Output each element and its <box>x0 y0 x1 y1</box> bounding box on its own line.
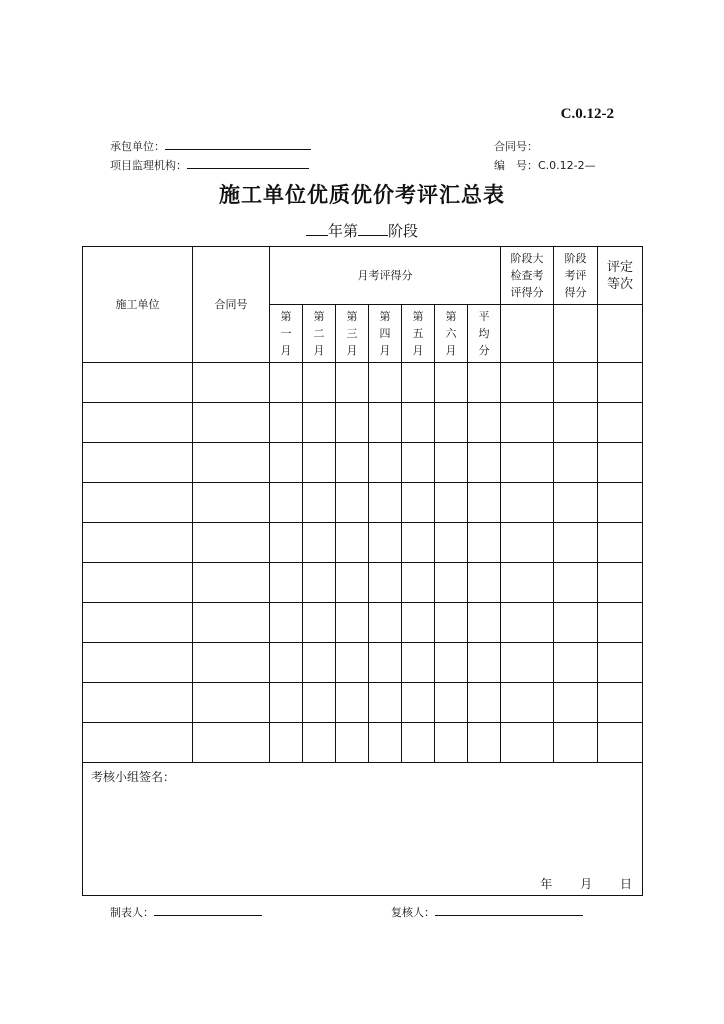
table-cell[interactable] <box>501 723 554 763</box>
table-cell[interactable] <box>83 363 193 403</box>
table-row <box>83 523 643 563</box>
table-cell[interactable] <box>402 363 435 403</box>
date-year: 年 <box>540 877 553 891</box>
table-cell[interactable] <box>501 363 554 403</box>
table-cell[interactable] <box>402 403 435 443</box>
month-char: 月 <box>280 344 292 357</box>
table-cell[interactable] <box>369 563 402 603</box>
table-cell[interactable] <box>369 523 402 563</box>
stage-blank[interactable] <box>358 221 388 236</box>
prepared-by-label: 制表人： <box>110 906 154 919</box>
stage-inspection-line: 检查考 <box>510 269 544 282</box>
header-grade <box>598 247 643 305</box>
supervisor-field <box>110 157 309 173</box>
table-cell[interactable] <box>83 563 193 603</box>
prepared-by-field <box>110 904 262 920</box>
header-blank <box>598 305 643 363</box>
table-cell[interactable] <box>554 603 598 643</box>
header-month-6 <box>435 305 468 363</box>
table-cell[interactable] <box>270 603 303 643</box>
month-char: 第 <box>313 310 325 323</box>
table-cell[interactable] <box>554 723 598 763</box>
table-cell[interactable] <box>270 403 303 443</box>
table-cell[interactable] <box>501 523 554 563</box>
table-cell[interactable] <box>554 363 598 403</box>
table-cell[interactable] <box>402 643 435 683</box>
table-cell[interactable] <box>598 643 643 683</box>
reviewed-by-line[interactable] <box>435 904 583 916</box>
data-rows <box>83 363 643 763</box>
table-cell[interactable] <box>598 603 643 643</box>
table-cell[interactable] <box>270 523 303 563</box>
stage-score-line: 得分 <box>564 286 587 299</box>
month-char: 第 <box>280 310 292 323</box>
supervisor-input-line[interactable] <box>187 157 309 169</box>
stage-score-line: 阶段 <box>564 252 587 265</box>
month-char: 三 <box>346 327 358 340</box>
table-cell[interactable] <box>554 643 598 683</box>
table-cell[interactable] <box>303 683 336 723</box>
table-cell[interactable] <box>554 523 598 563</box>
table-cell[interactable] <box>336 563 369 603</box>
stage-inspection-line: 评得分 <box>510 286 544 299</box>
table-cell[interactable] <box>193 563 270 603</box>
date-day: 日 <box>619 877 632 891</box>
table-cell[interactable] <box>303 403 336 443</box>
table-cell[interactable] <box>468 403 501 443</box>
month-char: 第 <box>412 310 424 323</box>
sign-date <box>540 876 632 893</box>
month-char: 月 <box>346 344 358 357</box>
header-month-2 <box>303 305 336 363</box>
table-cell[interactable] <box>402 683 435 723</box>
table-row <box>83 483 643 523</box>
table-cell[interactable] <box>435 643 468 683</box>
table-cell[interactable] <box>501 683 554 723</box>
grade-line: 等次 <box>606 276 633 292</box>
table-cell[interactable] <box>193 363 270 403</box>
table-cell[interactable] <box>501 643 554 683</box>
month-char: 二 <box>313 327 325 340</box>
table-cell[interactable] <box>468 683 501 723</box>
month-char: 月 <box>412 344 424 357</box>
table-cell[interactable] <box>303 483 336 523</box>
header-blank <box>554 305 598 363</box>
header-month-4 <box>369 305 402 363</box>
serial-field <box>494 157 596 173</box>
table-cell[interactable] <box>598 483 643 523</box>
table-cell[interactable] <box>83 723 193 763</box>
table-cell[interactable] <box>83 643 193 683</box>
month-char: 月 <box>379 344 391 357</box>
table-cell[interactable] <box>501 603 554 643</box>
table-cell[interactable] <box>336 683 369 723</box>
table-cell[interactable] <box>193 603 270 643</box>
month-char: 第 <box>445 310 457 323</box>
form-code: C.0.12-2 <box>560 106 614 122</box>
table-cell[interactable] <box>303 603 336 643</box>
table-cell[interactable] <box>193 683 270 723</box>
table-cell[interactable] <box>435 403 468 443</box>
table-cell[interactable] <box>435 723 468 763</box>
header-contract-no: 合同号 <box>193 247 270 363</box>
table-cell[interactable] <box>336 483 369 523</box>
table-row <box>83 723 643 763</box>
header-stage-score <box>554 247 598 305</box>
table-cell[interactable] <box>402 443 435 483</box>
table-cell[interactable] <box>193 443 270 483</box>
table-cell[interactable] <box>303 563 336 603</box>
table-cell[interactable] <box>369 603 402 643</box>
table-cell[interactable] <box>336 363 369 403</box>
table-row <box>83 683 643 723</box>
table-cell[interactable] <box>270 563 303 603</box>
form-title: 施工单位优质优价考评汇总表 <box>219 183 505 207</box>
table-cell[interactable] <box>554 443 598 483</box>
month-char: 六 <box>445 327 457 340</box>
contract-no-label: 合同号： <box>494 140 538 153</box>
table-cell[interactable] <box>83 523 193 563</box>
stage-inspection-line: 阶段大 <box>510 252 544 265</box>
supervisor-label: 项目监理机构： <box>110 159 187 172</box>
date-month: 月 <box>580 877 593 891</box>
stage-label: 阶段 <box>388 222 419 240</box>
table-cell[interactable] <box>435 603 468 643</box>
table-cell[interactable] <box>193 483 270 523</box>
table-cell[interactable] <box>402 523 435 563</box>
table-cell[interactable] <box>369 643 402 683</box>
table-cell[interactable] <box>402 483 435 523</box>
table-cell[interactable] <box>83 683 193 723</box>
stage-score-line: 考评 <box>564 269 587 282</box>
year-blank[interactable] <box>306 221 328 236</box>
month-char: 一 <box>280 327 292 340</box>
serial-label: 编 号： <box>494 159 538 172</box>
table-cell[interactable] <box>435 363 468 403</box>
table-cell[interactable] <box>468 443 501 483</box>
contractor-input-line[interactable] <box>165 138 311 150</box>
table-cell[interactable] <box>598 443 643 483</box>
table-cell[interactable] <box>336 523 369 563</box>
table-cell[interactable] <box>270 643 303 683</box>
table-cell[interactable] <box>193 403 270 443</box>
table-cell[interactable] <box>369 443 402 483</box>
table-cell[interactable] <box>83 483 193 523</box>
header-monthly-score: 月考评得分 <box>270 247 501 305</box>
table-cell[interactable] <box>501 403 554 443</box>
reviewed-by-field <box>391 904 583 920</box>
table-cell[interactable] <box>303 643 336 683</box>
table-cell[interactable] <box>554 403 598 443</box>
contractor-label: 承包单位： <box>110 140 165 153</box>
table-row <box>83 643 643 683</box>
header-month-5 <box>402 305 435 363</box>
table-row <box>83 363 643 403</box>
table-cell[interactable] <box>554 563 598 603</box>
table-cell[interactable] <box>598 403 643 443</box>
table-cell[interactable] <box>303 523 336 563</box>
table-cell[interactable] <box>193 723 270 763</box>
month-char: 第 <box>379 310 391 323</box>
month-char: 均 <box>478 327 490 340</box>
contractor-field <box>110 138 311 154</box>
grade-line: 评定 <box>606 259 633 275</box>
sign-cell[interactable] <box>83 763 643 896</box>
table-cell[interactable] <box>435 683 468 723</box>
table-cell[interactable] <box>336 643 369 683</box>
header-month-1 <box>270 305 303 363</box>
table-row <box>83 403 643 443</box>
table-cell[interactable] <box>402 723 435 763</box>
table-cell[interactable] <box>598 683 643 723</box>
contract-no-field <box>494 138 538 154</box>
month-char: 平 <box>478 310 490 323</box>
table-cell[interactable] <box>435 523 468 563</box>
month-char: 分 <box>478 344 490 357</box>
header-stage-inspection <box>501 247 554 305</box>
table-cell[interactable] <box>303 443 336 483</box>
table-cell[interactable] <box>501 483 554 523</box>
header-average <box>468 305 501 363</box>
reviewed-by-label: 复核人： <box>391 906 435 919</box>
table-cell[interactable] <box>303 363 336 403</box>
table-cell[interactable] <box>501 563 554 603</box>
table-cell[interactable] <box>83 603 193 643</box>
evaluation-table <box>82 246 643 896</box>
table-cell[interactable] <box>598 563 643 603</box>
table-cell[interactable] <box>435 443 468 483</box>
table-cell[interactable] <box>554 683 598 723</box>
month-char: 五 <box>412 327 424 340</box>
serial-value: C.0.12-2— <box>538 159 596 172</box>
table-cell[interactable] <box>336 723 369 763</box>
table-cell[interactable] <box>369 683 402 723</box>
table-cell[interactable] <box>468 563 501 603</box>
table-cell[interactable] <box>270 363 303 403</box>
table-cell[interactable] <box>554 483 598 523</box>
table-cell[interactable] <box>336 603 369 643</box>
period-line <box>0 220 724 241</box>
table-row <box>83 563 643 603</box>
table-cell[interactable] <box>303 723 336 763</box>
table-cell[interactable] <box>270 683 303 723</box>
table-cell[interactable] <box>468 603 501 643</box>
table-cell[interactable] <box>83 403 193 443</box>
table-cell[interactable] <box>369 363 402 403</box>
table-cell[interactable] <box>598 723 643 763</box>
table-cell[interactable] <box>270 723 303 763</box>
table-cell[interactable] <box>402 603 435 643</box>
month-char: 四 <box>379 327 391 340</box>
header-blank <box>501 305 554 363</box>
header-month-3 <box>336 305 369 363</box>
prepared-by-line[interactable] <box>154 904 262 916</box>
sign-label: 考核小组签名： <box>91 770 176 784</box>
table-cell[interactable] <box>501 443 554 483</box>
table-cell[interactable] <box>598 523 643 563</box>
table-cell[interactable] <box>193 523 270 563</box>
table-cell[interactable] <box>369 723 402 763</box>
year-label: 年第 <box>327 222 358 240</box>
table-cell[interactable] <box>468 483 501 523</box>
month-char: 月 <box>313 344 325 357</box>
month-char: 第 <box>346 310 358 323</box>
table-cell[interactable] <box>336 443 369 483</box>
table-row <box>83 443 643 483</box>
table-cell[interactable] <box>270 483 303 523</box>
header-contractor: 施工单位 <box>83 247 193 363</box>
table-cell[interactable] <box>468 723 501 763</box>
table-cell[interactable] <box>435 563 468 603</box>
table-row <box>83 603 643 643</box>
table-cell[interactable] <box>468 363 501 403</box>
table-cell[interactable] <box>193 643 270 683</box>
table-cell[interactable] <box>369 403 402 443</box>
table-cell[interactable] <box>270 443 303 483</box>
table-cell[interactable] <box>336 403 369 443</box>
month-char: 月 <box>445 344 457 357</box>
table-cell[interactable] <box>369 483 402 523</box>
header-row-1 <box>83 247 643 305</box>
table-cell[interactable] <box>402 563 435 603</box>
sign-row <box>83 763 643 896</box>
table-cell[interactable] <box>435 483 468 523</box>
table-cell[interactable] <box>83 443 193 483</box>
table-cell[interactable] <box>468 523 501 563</box>
table-cell[interactable] <box>468 643 501 683</box>
table-cell[interactable] <box>598 363 643 403</box>
